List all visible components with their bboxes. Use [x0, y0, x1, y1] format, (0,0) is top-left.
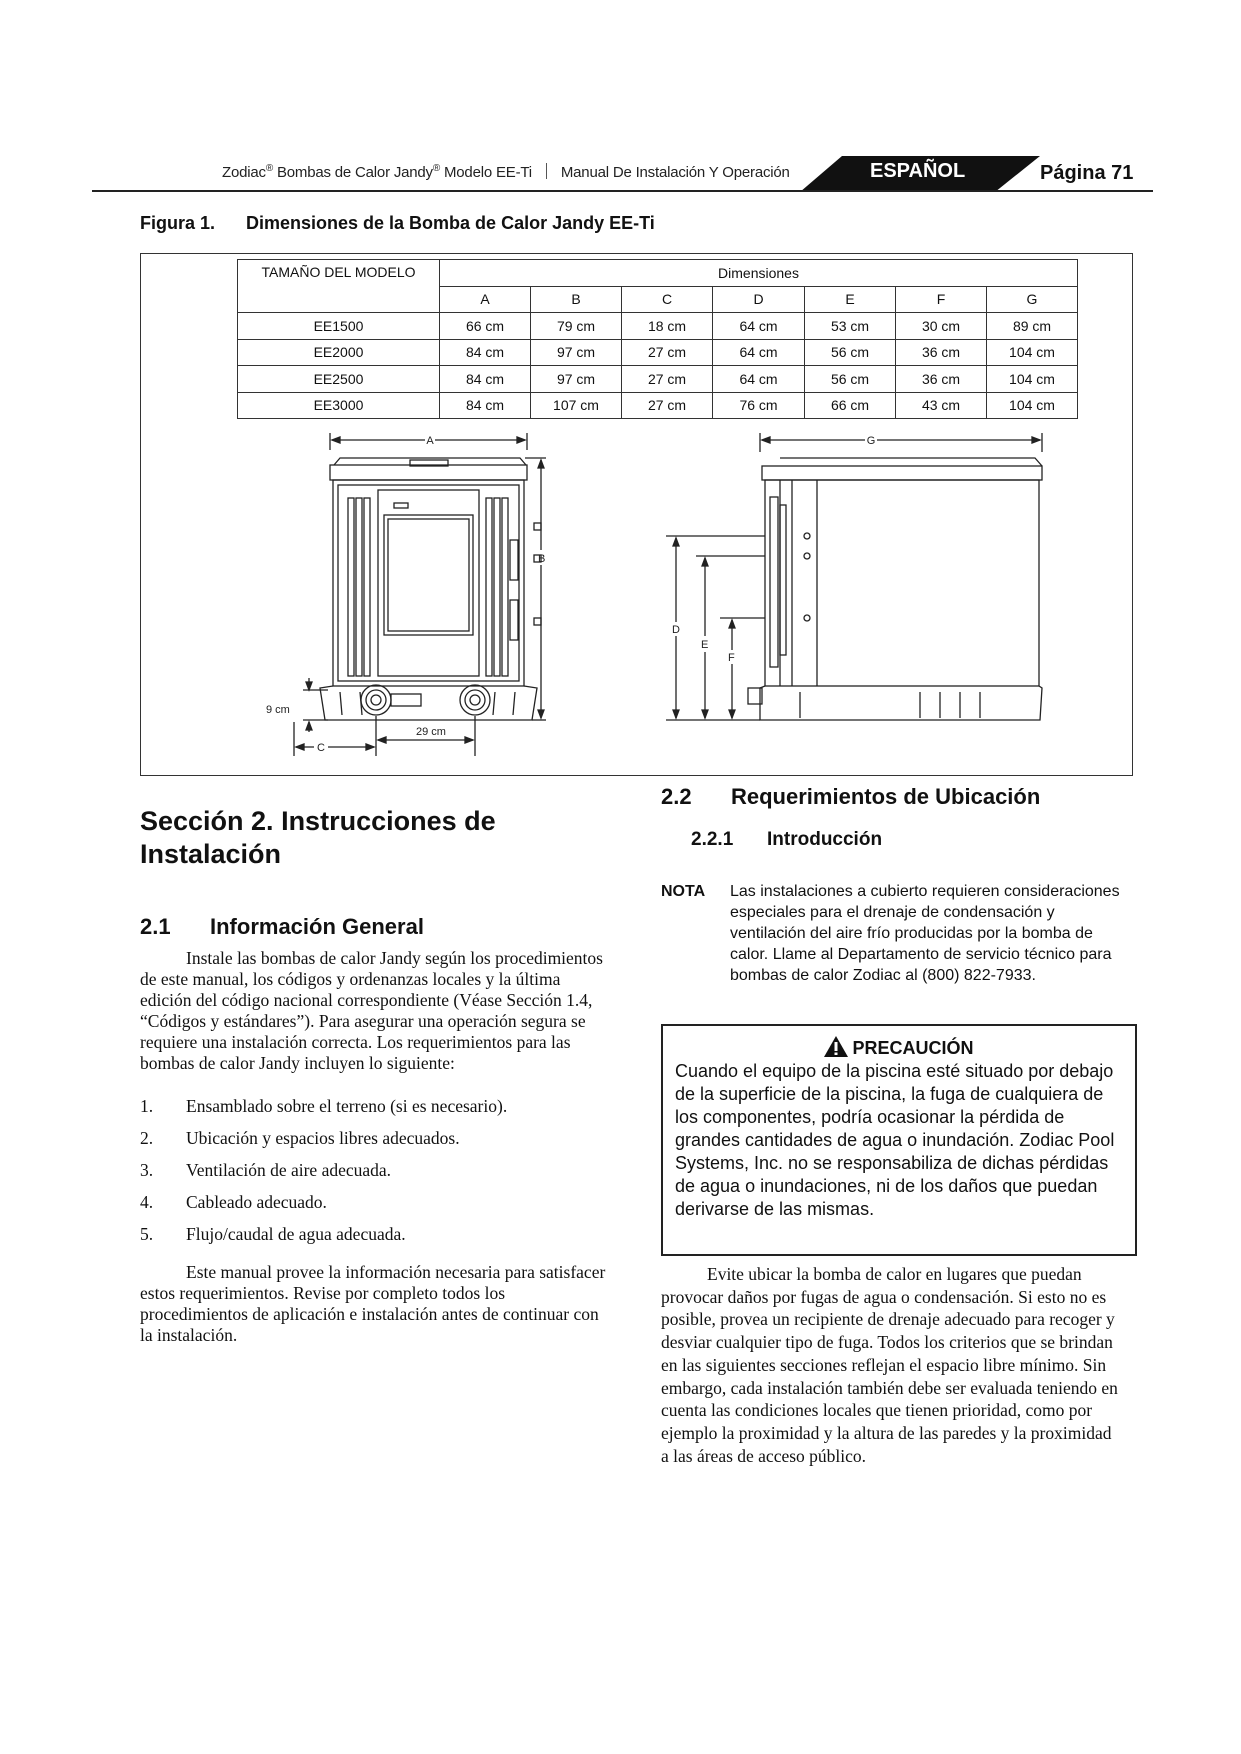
general-info-paragraph: Instale las bombas de calor Jandy según los procedimientos de este manual, los códigos y ordenanzas locales y la última edición del código nacional correspondiente (Véase Sección 1.4, “Códigos y estándares”). Para asegurar una operación segura se requiere una instalación correcta. Los requerimientos para las bombas de calor Jandy incluyen lo siguiente: — [140, 948, 603, 1073]
subsection-heading-2-2 — [661, 784, 1040, 810]
header-separator — [546, 163, 547, 179]
figure-title: Dimensiones de la Bomba de Calor Jandy EE-Ti — [246, 213, 655, 233]
list-text: Cableado adecuado. — [186, 1192, 327, 1212]
subsection-title: Información General — [210, 914, 424, 939]
table-row — [238, 313, 1078, 340]
value-cell: 64 cm — [713, 339, 805, 366]
dim-label-f: F — [728, 652, 735, 664]
language-label: ESPAÑOL — [870, 160, 966, 182]
warning-icon — [824, 1036, 848, 1057]
list-item — [140, 1096, 615, 1117]
list-number: 1. — [140, 1096, 154, 1116]
subsection-number: 2.2.1 — [691, 829, 734, 850]
running-header — [222, 163, 790, 181]
list-number: 5. — [140, 1224, 154, 1244]
value-cell: 76 cm — [713, 392, 805, 419]
value-cell: 107 cm — [531, 392, 622, 419]
list-text: Ventilación de aire adecuada. — [186, 1160, 392, 1180]
value-cell: 104 cm — [987, 366, 1078, 393]
header-rule — [92, 190, 1153, 192]
subsection-heading-2-2-1 — [691, 829, 882, 851]
dim-label-base-height: 9 cm — [266, 704, 290, 716]
page-number: Página 71 — [1040, 162, 1134, 184]
value-cell: 97 cm — [531, 339, 622, 366]
value-cell: 27 cm — [622, 366, 713, 393]
caution-heading — [663, 1036, 1135, 1059]
value-cell: 36 cm — [896, 366, 987, 393]
location-paragraph: Evite ubicar la bomba de calor en lugares que puedan provocar daños por fugas de agua o condensación. Si esto no es posible, provea un recipiente de drenaje adecuado para recoger y desviar cualquier tipo de fuga. Todos los criterios que se brindan en las siguientes secciones reflejan el espacio libre mínimo. Sin embargo, cada instalación también debe ser evaluada teniendo en cuenta las condiciones locales que tienen prioridad, como por ejemplo la proximidad y la altura de las paredes y la proximidad a las áreas de acceso público. — [661, 1264, 1118, 1466]
dim-label-port-spacing: 29 cm — [416, 726, 446, 738]
product-model: Modelo EE-Ti — [440, 164, 532, 181]
value-cell: 56 cm — [805, 339, 896, 366]
value-cell: 66 cm — [440, 313, 531, 340]
value-cell: 84 cm — [440, 366, 531, 393]
subsection-title: Introducción — [767, 829, 883, 850]
subsection-heading-2-1 — [140, 914, 424, 940]
list-number: 2. — [140, 1128, 154, 1148]
brand-name: Zodiac — [222, 164, 266, 181]
value-cell: 84 cm — [440, 339, 531, 366]
column-header: G — [987, 286, 1078, 313]
table-row — [238, 366, 1078, 393]
figure-caption — [140, 213, 655, 234]
model-size-header: TAMAÑO DEL MODELO — [238, 260, 440, 313]
value-cell: 30 cm — [896, 313, 987, 340]
subsection-number: 2.2 — [661, 784, 692, 809]
value-cell: 53 cm — [805, 313, 896, 340]
value-cell: 66 cm — [805, 392, 896, 419]
list-item — [140, 1192, 615, 1213]
value-cell: 84 cm — [440, 392, 531, 419]
value-cell: 79 cm — [531, 313, 622, 340]
figure-number: Figura 1. — [140, 213, 216, 233]
model-cell: EE3000 — [238, 392, 440, 419]
note-label: NOTA — [661, 883, 706, 900]
dim-label-e: E — [701, 639, 709, 651]
manual-info-paragraph: Este manual provee la información necesaria para satisfacer estos requerimientos. Revise por completo todos los procedimientos de aplicación e instalación antes de continuar con la instalación. — [140, 1262, 606, 1345]
side-view — [666, 433, 1042, 720]
subsection-number: 2.1 — [140, 914, 171, 939]
model-cell: EE2500 — [238, 366, 440, 393]
column-header: F — [896, 286, 987, 313]
dim-label-g: G — [866, 435, 876, 447]
dim-label-c: C — [317, 742, 325, 754]
registered-mark: ® — [432, 163, 441, 174]
table-row — [238, 339, 1078, 366]
list-number: 4. — [140, 1192, 154, 1212]
value-cell: 104 cm — [987, 392, 1078, 419]
value-cell: 56 cm — [805, 366, 896, 393]
list-item — [140, 1128, 615, 1149]
value-cell: 18 cm — [622, 313, 713, 340]
column-header: A — [440, 286, 531, 313]
section-heading: Sección 2. Instrucciones de Instalación — [140, 806, 496, 869]
value-cell: 64 cm — [713, 366, 805, 393]
caution-title: PRECAUCIÓN — [852, 1038, 974, 1058]
registered-mark: ® — [265, 163, 273, 174]
list-number: 3. — [140, 1160, 154, 1180]
value-cell: 43 cm — [896, 392, 987, 419]
manual-title: Manual De Instalación Y Operación — [560, 164, 790, 181]
value-cell: 89 cm — [987, 313, 1078, 340]
dim-label-b: B — [538, 553, 546, 565]
product-name: Bombas de Calor Jandy — [273, 164, 433, 181]
list-item — [140, 1224, 615, 1245]
list-text: Ensamblado sobre el terreno (si es necesario). — [186, 1096, 508, 1116]
dimensions-table — [237, 259, 1078, 419]
subsection-title: Requerimientos de Ubicación — [731, 784, 1041, 809]
column-header: E — [805, 286, 896, 313]
table-row — [238, 392, 1078, 419]
list-item — [140, 1160, 615, 1181]
column-header: D — [713, 286, 805, 313]
table-header-row — [238, 260, 1078, 287]
list-text: Flujo/caudal de agua adecuada. — [186, 1224, 406, 1244]
column-header: C — [622, 286, 713, 313]
value-cell: 64 cm — [713, 313, 805, 340]
value-cell: 27 cm — [622, 392, 713, 419]
caution-text: Cuando el equipo de la piscina esté situado por debajo de la superficie de la piscina, la fuga de cualquiera de los componentes, podría ocasionar la pérdida de grandes cantidades de agua o inundación. Zodiac Pool Systems, Inc. no se responsabiliza de dichas pérdidas de agua o inundaciones, ni de los daños que puedan derivarse de las mismas. — [675, 1061, 1115, 1219]
caution-box — [661, 1024, 1137, 1256]
dim-label-a: A — [426, 435, 434, 447]
value-cell: 27 cm — [622, 339, 713, 366]
model-cell: EE1500 — [238, 313, 440, 340]
front-view — [266, 433, 546, 756]
heat-pump-dimension-diagram — [266, 430, 1130, 770]
dim-label-d: D — [672, 624, 680, 636]
value-cell: 97 cm — [531, 366, 622, 393]
column-header: B — [531, 286, 622, 313]
value-cell: 36 cm — [896, 339, 987, 366]
model-cell: EE2000 — [238, 339, 440, 366]
note-text: Las instalaciones a cubierto requieren consideraciones especiales para el drenaje de condensación y ventilación del aire frío producidas por la bomba de calor. Llame al Departamento de servicio técnico para bombas de calor Zodiac al (800) 822-7933. — [730, 883, 1120, 984]
dimensions-header: Dimensiones — [440, 260, 1078, 287]
value-cell: 104 cm — [987, 339, 1078, 366]
list-text: Ubicación y espacios libres adecuados. — [186, 1128, 460, 1148]
